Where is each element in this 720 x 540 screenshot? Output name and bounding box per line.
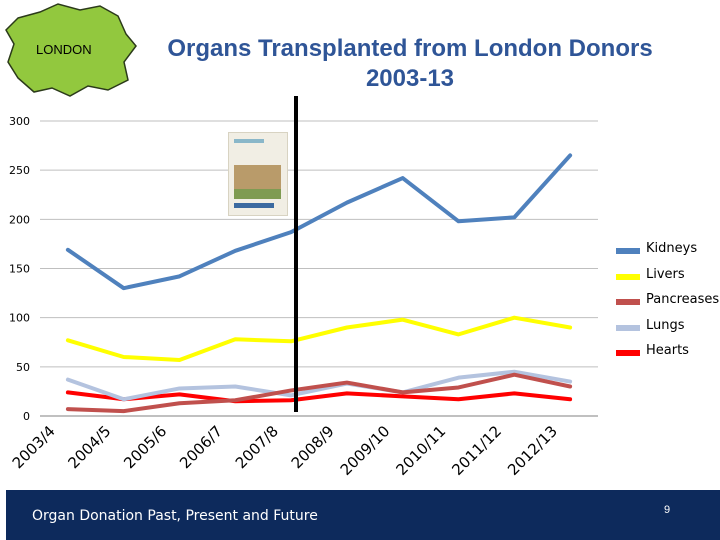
x-tick-label: 2009/10 xyxy=(336,422,394,479)
data-point-hearts xyxy=(569,398,571,400)
footer-text: Organ Donation Past, Present and Future xyxy=(32,508,318,524)
thumbnail-photo-lower xyxy=(234,189,281,199)
legend-label: Pancreases xyxy=(646,292,720,307)
data-point-hearts xyxy=(513,392,515,394)
thumbnail-header-bar xyxy=(234,139,264,143)
y-tick-label: 150 xyxy=(9,262,30,276)
x-tick-label: 2012/13 xyxy=(504,422,561,479)
chart-title-line2: 2003-13 xyxy=(365,65,455,92)
data-point-livers xyxy=(123,356,125,358)
data-point-pancreases xyxy=(569,385,571,387)
data-point-lungs xyxy=(569,380,571,382)
x-tick-label: 2005/6 xyxy=(120,422,171,473)
series-line-pancreases xyxy=(68,375,570,411)
data-point-hearts xyxy=(290,399,292,401)
data-point-pancreases xyxy=(123,410,125,412)
data-point-hearts xyxy=(457,398,459,400)
legend-label: Kidneys xyxy=(646,241,698,256)
data-point-livers xyxy=(346,326,348,328)
legend-swatch xyxy=(616,350,640,356)
data-point-hearts xyxy=(402,395,404,397)
x-tick-label: 2010/11 xyxy=(392,422,450,479)
data-point-kidneys xyxy=(457,220,459,222)
data-point-pancreases xyxy=(346,381,348,383)
data-point-hearts xyxy=(67,391,69,393)
data-point-hearts xyxy=(178,393,180,395)
y-tick-label: 50 xyxy=(16,360,30,374)
data-point-kidneys xyxy=(67,249,69,251)
legend-swatch xyxy=(616,325,640,331)
data-point-pancreases xyxy=(178,402,180,404)
data-point-kidneys xyxy=(513,216,515,218)
london-label: LONDON xyxy=(36,42,92,57)
data-point-kidneys xyxy=(569,154,571,156)
data-point-pancreases xyxy=(402,391,404,393)
data-point-lungs xyxy=(67,378,69,380)
x-tick-label: 2004/5 xyxy=(64,422,115,473)
data-point-hearts xyxy=(346,392,348,394)
x-tick-label: 2007/8 xyxy=(231,422,282,473)
data-point-livers xyxy=(569,326,571,328)
data-point-livers xyxy=(402,318,404,320)
vertical-divider-line xyxy=(294,96,298,412)
legend-label: Lungs xyxy=(646,317,685,333)
data-point-livers xyxy=(290,340,292,342)
y-tick-label: 100 xyxy=(9,311,30,325)
data-point-pancreases xyxy=(457,386,459,388)
data-point-lungs xyxy=(513,371,515,373)
data-point-lungs xyxy=(123,398,125,400)
page-number: 9 xyxy=(664,504,671,516)
data-point-livers xyxy=(457,333,459,335)
data-point-lungs xyxy=(290,394,292,396)
data-point-pancreases xyxy=(67,408,69,410)
data-point-livers xyxy=(178,359,180,361)
chart-title-line1: Organs Transplanted from London Donors xyxy=(167,35,653,62)
legend-label: Livers xyxy=(646,266,685,282)
data-point-pancreases xyxy=(234,399,236,401)
data-point-livers xyxy=(67,339,69,341)
data-point-lungs xyxy=(457,376,459,378)
data-point-kidneys xyxy=(290,231,292,233)
data-point-pancreases xyxy=(290,389,292,391)
legend-swatch xyxy=(616,274,640,280)
series-line-livers xyxy=(68,318,570,360)
legend-swatch xyxy=(616,248,640,254)
x-tick-label: 2008/9 xyxy=(287,422,338,473)
data-point-livers xyxy=(513,316,515,318)
data-point-kidneys xyxy=(346,201,348,203)
legend-swatch xyxy=(616,299,640,305)
data-point-livers xyxy=(234,338,236,340)
data-point-lungs xyxy=(178,387,180,389)
x-tick-label: 2006/7 xyxy=(176,422,227,473)
y-tick-label: 0 xyxy=(23,410,30,423)
thumbnail-photo xyxy=(234,165,281,189)
x-tick-label: 2003/4 xyxy=(8,422,59,473)
y-tick-label: 250 xyxy=(9,164,30,178)
report-cover-thumbnail xyxy=(228,132,288,216)
data-point-kidneys xyxy=(402,177,404,179)
data-point-kidneys xyxy=(123,287,125,289)
x-tick-label: 2011/12 xyxy=(448,422,506,479)
data-point-lungs xyxy=(234,385,236,387)
thumbnail-footer-bar xyxy=(234,203,274,208)
data-point-kidneys xyxy=(178,275,180,277)
legend-label: Hearts xyxy=(646,343,689,358)
y-tick-label: 200 xyxy=(9,213,30,227)
data-point-pancreases xyxy=(513,374,515,376)
y-tick-label: 300 xyxy=(9,115,30,128)
data-point-kidneys xyxy=(234,250,236,252)
